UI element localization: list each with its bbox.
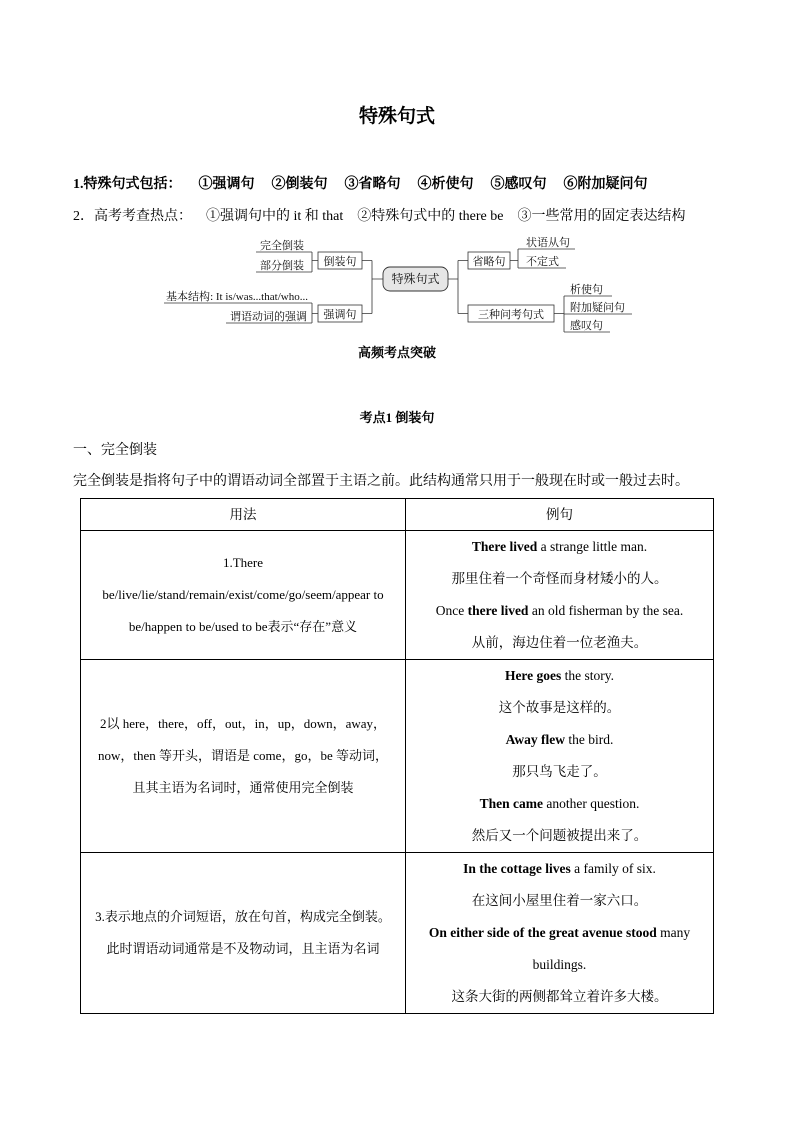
intro-type-item: ④析使句 — [417, 177, 474, 192]
intro-types-line — [73, 176, 648, 194]
intro-hotspot-item: ③一些常用的固定表达结构 — [517, 209, 686, 224]
inverted-phrase: There lived — [471, 539, 538, 554]
sentence-rest: the story. — [561, 668, 615, 683]
inverted-phrase: there lived — [467, 603, 529, 618]
inverted-phrase: Then came — [479, 796, 543, 811]
intro-hotspots-label: 2．高考考查热点： — [73, 209, 192, 224]
node-three-types: 三种问考句式 — [478, 309, 544, 321]
inverted-phrase: Away flew — [505, 732, 565, 747]
leaf-exclamatory: 感叹句 — [570, 320, 603, 332]
sentence-prefix: Once — [435, 603, 468, 618]
example-sentence-en — [414, 788, 705, 820]
intro-type-item: ⑤感叹句 — [490, 177, 547, 192]
example-translation-zh: 这个故事是这样的。 — [498, 700, 621, 715]
examples-cell — [406, 531, 714, 660]
sentence-rest: a strange little man. — [537, 539, 648, 554]
example-translation-zh: 那只鸟飞走了。 — [512, 764, 607, 779]
intro-types-label: 1.特殊句式包括： — [73, 177, 182, 192]
usage-cell: 2以 here，there，off，out，in，up，down，away，now，then 等开头，谓语是 come，go，be 等动词，且其主语为名词时，通常使用完全倒装 — [81, 660, 406, 853]
example-translation-zh: 那里住着一个奇怪而身材矮小的人。 — [451, 571, 668, 586]
intro-type-item: ⑥附加疑问句 — [563, 177, 648, 192]
leaf-tag-question: 附加疑问句 — [570, 302, 625, 314]
inverted-phrase: On either side of the great avenue stood — [428, 925, 657, 940]
example-sentence-en — [414, 917, 705, 981]
leaf-imperative: 析使句 — [570, 284, 603, 296]
example-sentence-en — [414, 724, 705, 756]
intro-hotspot-item: ②特殊句式中的 there be — [357, 209, 504, 224]
leaf-basic-structure: 基本结构: It is/was...that/who... — [166, 291, 308, 303]
example-sentence-en — [414, 531, 705, 563]
usage-examples-table — [80, 498, 714, 1014]
mind-map-diagram — [0, 230, 794, 340]
sentence-rest: the bird. — [564, 732, 614, 747]
inverted-phrase: Here goes — [504, 668, 562, 683]
intro-type-item: ②倒装句 — [271, 177, 328, 192]
section-heading: 高频考点突破 — [357, 345, 436, 360]
examples-cell — [406, 853, 714, 1014]
table-header-row — [81, 499, 714, 531]
node-ellipsis: 省略句 — [472, 256, 506, 268]
inverted-phrase: In the cottage lives — [463, 861, 571, 876]
example-sentence-en — [414, 595, 705, 627]
leaf-infinitive: 不定式 — [526, 256, 559, 268]
leaf-verb-emphasis: 谓语动词的强调 — [230, 311, 307, 323]
intro-hotspot-item: ①强调句中的 it 和 that — [206, 209, 344, 224]
intro-type-item: ③省略句 — [344, 177, 401, 192]
sentence-rest: another question. — [543, 796, 640, 811]
table-row — [81, 660, 714, 853]
center-node-label: 特殊句式 — [391, 272, 440, 286]
node-emphasis: 强调句 — [323, 309, 357, 321]
leaf-partial-inversion: 部分倒装 — [260, 260, 304, 272]
intro-type-item: ①强调句 — [198, 177, 255, 192]
sentence-rest: a family of six. — [570, 861, 656, 876]
example-translation-zh: 然后又一个问题被提出来了。 — [471, 828, 648, 843]
intro-hotspots-line — [73, 208, 685, 226]
sentence-rest: many buildings. — [532, 925, 691, 972]
leaf-adverbial-clause: 状语从句 — [526, 237, 570, 249]
header-usage: 用法 — [81, 499, 406, 531]
usage-cell: 1.There be/live/lie/stand/remain/exist/come/go/seem/appear to be/happen to be/used to be表示“存在”意义 — [81, 531, 406, 660]
example-translation-zh: 在这间小屋里住着一家六口。 — [471, 893, 648, 908]
example-sentence-en — [414, 660, 705, 692]
sentence-rest: an old fisherman by the sea. — [528, 603, 684, 618]
header-examples: 例句 — [406, 499, 714, 531]
table-row — [81, 531, 714, 660]
description-paragraph: 完全倒装是指将句子中的谓语动词全部置于主语之前。此结构通常只用于一般现在时或一般过去时。 — [73, 474, 689, 489]
example-translation-zh: 从前，海边住着一位老渔夫。 — [471, 635, 648, 650]
examples-cell — [406, 660, 714, 853]
page-title: 特殊句式 — [358, 106, 435, 127]
topic-heading: 考点1 倒装句 — [359, 410, 435, 425]
subsection-heading: 一、完全倒装 — [73, 443, 157, 458]
usage-cell: 3.表示地点的介词短语，放在句首，构成完全倒装。此时谓语动词通常是不及物动词，且主语为名词 — [81, 853, 406, 1014]
example-translation-zh: 这条大街的两侧都耸立着许多大楼。 — [451, 989, 668, 1004]
node-inversion: 倒装句 — [323, 256, 357, 268]
leaf-full-inversion: 完全倒装 — [260, 240, 304, 252]
table-row — [81, 853, 714, 1014]
example-sentence-en — [414, 853, 705, 885]
